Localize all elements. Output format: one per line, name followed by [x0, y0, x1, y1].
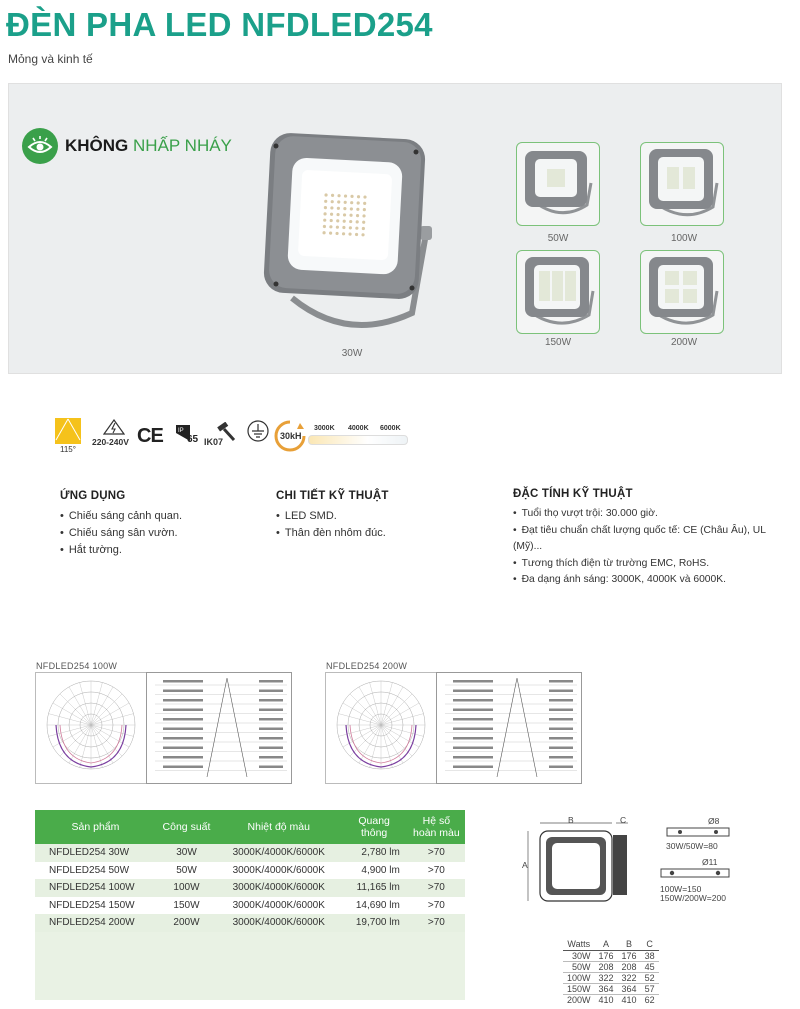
thumb-100w — [640, 142, 724, 226]
table-cell: 200W — [156, 914, 217, 932]
table-cell: 4,900 lm — [340, 862, 407, 880]
table-cell: 2,780 lm — [340, 844, 407, 862]
dim-col-watts: Watts — [563, 938, 595, 951]
table-row — [35, 879, 465, 897]
no-flicker-badge — [22, 128, 232, 164]
table-cell: 100W — [156, 879, 217, 897]
ground-class-icon — [246, 419, 270, 448]
caption-100w: 100W — [670, 233, 698, 244]
list-item: • LED SMD. — [276, 508, 476, 525]
table-cell: >70 — [408, 844, 465, 862]
table-row — [35, 844, 465, 862]
dim-cell: 322 — [618, 973, 641, 984]
col-header-power: Công suất — [156, 810, 217, 844]
dim-cell: 38 — [641, 951, 659, 962]
list-item: • Chiếu sáng cảnh quan. — [60, 508, 250, 525]
front-dimension-drawing — [520, 815, 630, 910]
ip-rating-label: 65 — [187, 434, 199, 445]
mount-small-hole: Ø8 — [708, 816, 720, 826]
tech-details-title: CHI TIẾT KỸ THUẬT — [276, 490, 389, 502]
table-cell: NFDLED254 150W — [35, 897, 156, 915]
caption-150w: 150W — [544, 337, 572, 348]
ce-mark-icon: CE — [137, 425, 163, 447]
dim-cell: 176 — [595, 951, 618, 962]
dim-cell: 100W — [563, 973, 595, 984]
page-title: ĐÈN PHA LED NFDLED254 — [6, 6, 433, 43]
table-cell: 3000K/4000K/6000K — [217, 914, 340, 932]
list-item: • Hắt tường. — [60, 542, 250, 559]
dim-cell: 62 — [641, 995, 659, 1006]
illuminance-cone-100w — [146, 672, 292, 784]
table-cell: 11,165 lm — [340, 879, 407, 897]
polar-curve-100w — [35, 672, 147, 784]
mount-small-spacing: 30W/50W=80 — [666, 841, 718, 851]
floodlight-30w-image — [262, 128, 434, 346]
lifetime-label: 30kH — [280, 431, 302, 441]
table-cell: >70 — [408, 879, 465, 897]
page-subtitle: Mỏng và kinh tế — [8, 52, 93, 66]
polar-curve-200w — [325, 672, 437, 784]
table-cell: 3000K/4000K/6000K — [217, 862, 340, 880]
mount-bracket-large — [660, 867, 732, 879]
dim-cell: 208 — [595, 962, 618, 973]
list-item: • Chiếu sáng sân vườn. — [60, 525, 250, 542]
mount-large-spacing-2: 150W/200W=200 — [660, 893, 726, 903]
dim-row — [563, 951, 659, 962]
dim-cell: 200W — [563, 995, 595, 1006]
list-item: • Thân đèn nhôm đúc. — [276, 525, 476, 542]
caption-200w: 200W — [670, 337, 698, 348]
col-header-product: Sản phẩm — [35, 810, 156, 844]
list-item: • Đa dạng ánh sáng: 3000K, 4000K và 6000K. — [513, 572, 795, 589]
dim-col-c: C — [641, 938, 659, 951]
mount-large-hole: Ø11 — [702, 857, 718, 867]
col-header-lumen: Quang thông — [340, 810, 407, 844]
illuminance-cone-200w — [436, 672, 582, 784]
dim-row — [563, 973, 659, 984]
list-item: • Đạt tiêu chuẩn chất lượng quốc tế: CE (Châu Âu), UL (Mỹ)... — [513, 523, 795, 556]
dimensions-table — [563, 938, 659, 1005]
dim-cell: 364 — [595, 984, 618, 995]
dim-col-a: A — [595, 938, 618, 951]
dim-cell: 410 — [618, 995, 641, 1006]
svg-text:IP: IP — [178, 428, 184, 434]
dim-cell: 364 — [618, 984, 641, 995]
applications-title: ỨNG DỤNG — [60, 490, 126, 502]
table-cell: >70 — [408, 862, 465, 880]
mount-large-spacing-1: 100W=150 — [660, 884, 702, 894]
table-cell: NFDLED254 200W — [35, 914, 156, 932]
tech-specs-title: ĐẶC TÍNH KỸ THUẬT — [513, 488, 633, 500]
col-header-cri: Hệ số hoàn màu — [408, 810, 465, 844]
list-item: • Tuổi thọ vượt trội: 30.000 giờ. — [513, 506, 795, 523]
table-cell: 3000K/4000K/6000K — [217, 897, 340, 915]
table-cell: 14,690 lm — [340, 897, 407, 915]
spec-table — [35, 810, 465, 932]
table-cell: 50W — [156, 862, 217, 880]
dim-cell: 45 — [641, 962, 659, 973]
table-cell: NFDLED254 50W — [35, 862, 156, 880]
cct-6000k: 6000K — [380, 425, 401, 432]
dim-cell: 57 — [641, 984, 659, 995]
tech-specs-section — [513, 488, 795, 589]
table-row — [35, 897, 465, 915]
dim-row — [563, 984, 659, 995]
voltage-label: 220-240V — [92, 437, 129, 447]
table-cell: 3000K/4000K/6000K — [217, 844, 340, 862]
dim-cell: 50W — [563, 962, 595, 973]
dim-label-c: C — [620, 815, 627, 825]
eye-icon — [22, 128, 58, 164]
main-caption: 30W — [341, 348, 363, 359]
table-cell: 19,700 lm — [340, 914, 407, 932]
dim-cell: 410 — [595, 995, 618, 1006]
col-header-cct: Nhiệt độ màu — [217, 810, 340, 844]
beam-angle-label: 115° — [60, 445, 76, 454]
dim-row — [563, 995, 659, 1006]
photometric-left-label: NFDLED254 100W — [36, 661, 118, 671]
table-cell: 30W — [156, 844, 217, 862]
table-row — [35, 862, 465, 880]
cct-3000k: 3000K — [314, 425, 335, 432]
thumb-200w — [640, 250, 724, 334]
dim-cell: 150W — [563, 984, 595, 995]
applications-section — [60, 490, 250, 559]
thumb-50w — [516, 142, 600, 226]
ik-rating-label: IK07 — [204, 437, 224, 447]
tech-details-section — [276, 490, 476, 542]
table-cell: 150W — [156, 897, 217, 915]
table-cell: >70 — [408, 914, 465, 932]
dim-col-b: B — [618, 938, 641, 951]
cct-gradient-bar — [308, 435, 408, 445]
dim-cell: 30W — [563, 951, 595, 962]
cct-4000k: 4000K — [348, 425, 369, 432]
table-cell: >70 — [408, 897, 465, 915]
dim-cell: 52 — [641, 973, 659, 984]
table-cell: NFDLED254 100W — [35, 879, 156, 897]
table-cell: 3000K/4000K/6000K — [217, 879, 340, 897]
dim-row — [563, 962, 659, 973]
dim-cell: 176 — [618, 951, 641, 962]
table-cell: NFDLED254 30W — [35, 844, 156, 862]
thumb-150w — [516, 250, 600, 334]
mount-bracket-small — [666, 826, 732, 838]
table-row — [35, 914, 465, 932]
dim-cell: 208 — [618, 962, 641, 973]
beam-angle-icon — [55, 418, 81, 444]
no-flicker-label: KHÔNG NHẤP NHÁY — [65, 136, 232, 155]
caption-50w: 50W — [547, 233, 569, 244]
dim-label-a: A — [522, 860, 528, 870]
dim-cell: 322 — [595, 973, 618, 984]
photometric-right-label: NFDLED254 200W — [326, 661, 408, 671]
list-item: • Tương thích điện từ trường EMC, RoHS. — [513, 556, 795, 573]
dim-label-b: B — [568, 815, 574, 825]
